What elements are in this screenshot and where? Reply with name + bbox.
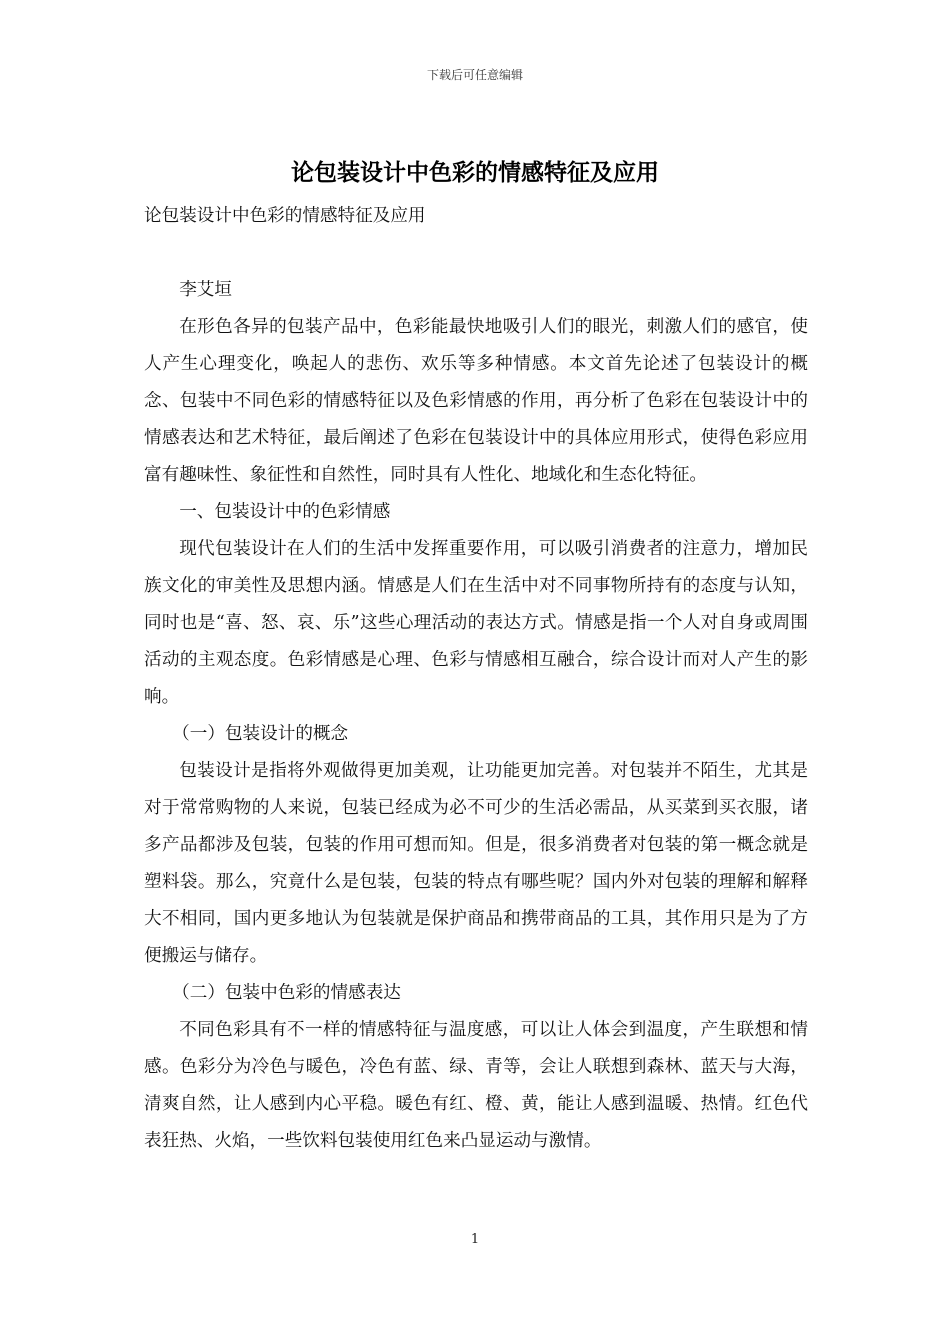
blank-line xyxy=(144,235,808,272)
document-body xyxy=(144,198,808,1160)
section-1-paragraph: 现代包装设计在人们的生活中发挥重要作用，可以吸引消费者的注意力，增加民族文化的审美性及思想内涵。情感是人们在生活中对不同事物所持有的态度与认知，同时也是“喜、怒、哀、乐”这些心理活动的表达方式。情感是指一个人对自身或周围活动的主观态度。色彩情感是心理、色彩与情感相互融合，综合设计而对人产生的影响。 xyxy=(144,539,808,707)
page-number: 1 xyxy=(470,1232,480,1247)
abstract-paragraph: 在形色各异的包装产品中，色彩能最快地吸引人们的眼光，刺激人们的感官，使人产生心理变化，唤起人的悲伤、欢乐等多种情感。本文首先论述了包装设计的概念、包装中不同色彩的情感特征以及色彩情感的作用，再分析了色彩在包装设计中的情感表达和艺术特征，最后阐述了色彩在包装设计中的具体应用形式，使得色彩应用富有趣味性、象征性和自然性，同时具有人性化、地域化和生态化特征。 xyxy=(144,317,808,485)
subsection-heading-1: （一）包装设计的概念 xyxy=(172,724,349,744)
subsection-2-paragraph: 不同色彩具有不一样的情感特征与温度感，可以让人体会到温度，产生联想和情感。色彩分为冷色与暖色，冷色有蓝、绿、青等，会让人联想到森林、蓝天与大海，清爽自然，让人感到内心平稳。暖色有红、橙、黄，能让人感到温暖、热情。红色代表狂热、火焰，一些饮料包装使用红色来凸显运动与激情。 xyxy=(144,1020,808,1151)
subsection-1-paragraph: 包装设计是指将外观做得更加美观，让功能更加完善。对包装并不陌生，尤其是对于常常购物的人来说，包装已经成为必不可少的生活必需品，从买菜到买衣服，诸多产品都涉及包装，包装的作用可想而知。但是，很多消费者对包装的第一概念就是塑料袋。那么，究竟什么是包装，包装的特点有哪些呢？国内外对包装的理解和解释大不相同，国内更多地认为包装就是保护商品和携带商品的工具，其作用只是为了方便搬运与储存。 xyxy=(144,761,808,966)
author-name: 李艾垣 xyxy=(179,280,232,300)
document-title: 论包装设计中色彩的情感特征及应用 xyxy=(291,160,659,186)
document-subtitle: 论包装设计中色彩的情感特征及应用 xyxy=(144,206,426,226)
subsection-heading-2: （二）包装中色彩的情感表达 xyxy=(172,983,401,1003)
page-header-note: 下载后可任意编辑 xyxy=(426,68,523,82)
section-heading-1: 一、包装设计中的色彩情感 xyxy=(179,502,391,522)
